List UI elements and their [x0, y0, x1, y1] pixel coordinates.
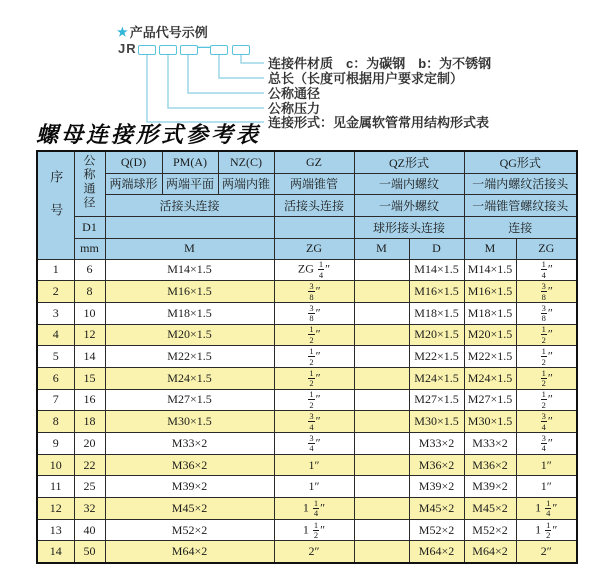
code-box-nominal-diameter — [180, 45, 198, 55]
cell-qz-d: M52×2 — [409, 519, 464, 541]
cell-qz-d: M64×2 — [409, 541, 464, 563]
code-box-total-length — [210, 45, 228, 55]
cell-dn: 22 — [74, 454, 105, 476]
header-dn: 公称通径 — [74, 151, 105, 216]
cell-gz: 1 $\frac{1}{2}$ ″ — [274, 519, 354, 541]
header-col-qg: QG形式 — [464, 151, 577, 173]
table-row — [37, 498, 577, 520]
header-conn-qz: 一端外螺纹 — [354, 194, 464, 216]
cell-qg-m: M33×2 — [464, 433, 516, 455]
cell-qg-m: M14×1.5 — [464, 259, 516, 281]
cell-m: M22×1.5 — [105, 346, 274, 368]
table-row — [37, 302, 577, 324]
cell-qz-m — [354, 433, 409, 455]
cell-m: M36×2 — [105, 454, 274, 476]
cell-dn: 32 — [74, 498, 105, 520]
star-icon: ★ — [117, 24, 128, 39]
cell-qz-d: M30×1.5 — [409, 411, 464, 433]
cell-gz: $\frac{3}{8}$ ″ — [274, 302, 354, 324]
cell-qg-m: M22×1.5 — [464, 346, 516, 368]
cell-qg-m: M27×1.5 — [464, 389, 516, 411]
cell-qz-m — [354, 389, 409, 411]
header-desc-gz: 两端锥管 — [274, 173, 354, 194]
cell-seq: 9 — [37, 433, 74, 455]
table-row — [37, 476, 577, 498]
cell-qg-m: M64×2 — [464, 541, 516, 563]
cell-m: M14×1.5 — [105, 259, 274, 281]
diagram-heading — [117, 22, 208, 41]
cell-seq: 1 — [37, 259, 74, 281]
cell-qz-d: M36×2 — [409, 454, 464, 476]
cell-dn: 12 — [74, 324, 105, 346]
cell-dn: 25 — [74, 476, 105, 498]
cell-qz-m — [354, 346, 409, 368]
cell-dn: 8 — [74, 281, 105, 303]
cell-qg-zg: $\frac{1}{4}$ ″ — [516, 259, 577, 281]
cell-seq: 14 — [37, 541, 74, 563]
header-desc-pma: 两端平面 — [162, 173, 218, 194]
table-row — [37, 433, 577, 455]
cell-qg-m: M20×1.5 — [464, 324, 516, 346]
callout-nominal-pressure: 公称压力 — [268, 101, 321, 116]
cell-qz-d: M16×1.5 — [409, 281, 464, 303]
table-row — [37, 367, 577, 389]
cell-qz-m — [354, 367, 409, 389]
cell-qg-zg: $\frac{3}{4}$ ″ — [516, 411, 577, 433]
cell-qz-m — [354, 411, 409, 433]
header-blank-gz — [274, 216, 354, 238]
cell-qz-m — [354, 476, 409, 498]
cell-m: M18×1.5 — [105, 302, 274, 324]
header-col-pma: PM(A) — [162, 151, 218, 173]
cell-qg-zg: 2″ — [516, 541, 577, 563]
table-row — [37, 541, 577, 563]
cell-qg-zg: 1 $\frac{1}{2}$ ″ — [516, 519, 577, 541]
cell-qz-m — [354, 519, 409, 541]
reference-table — [36, 150, 578, 564]
header-col-gz: GZ — [274, 151, 354, 173]
cell-seq: 13 — [37, 519, 74, 541]
cell-qz-d: M14×1.5 — [409, 259, 464, 281]
table-row — [37, 281, 577, 303]
cell-qz-m — [354, 259, 409, 281]
header-blank-left — [105, 216, 274, 238]
cell-m: M33×2 — [105, 433, 274, 455]
header-seq: 序号 — [37, 151, 74, 259]
cell-dn: 14 — [74, 346, 105, 368]
header-desc-qg: 一端内螺纹活接头 — [464, 173, 577, 194]
header-unit-qz-m: M — [354, 238, 409, 259]
table-row — [37, 259, 577, 281]
cell-qz-d: M18×1.5 — [409, 302, 464, 324]
cell-seq: 4 — [37, 324, 74, 346]
code-dash: — — [197, 39, 210, 54]
cell-m: M45×2 — [105, 498, 274, 520]
cell-gz: $\frac{3}{8}$ ″ — [274, 281, 354, 303]
cell-qg-zg: 1″ — [516, 454, 577, 476]
cell-dn: 50 — [74, 541, 105, 563]
cell-qg-zg: $\frac{3}{4}$ ″ — [516, 433, 577, 455]
cell-gz: $\frac{1}{2}$ ″ — [274, 389, 354, 411]
cell-qg-m: M39×2 — [464, 476, 516, 498]
cell-qg-m: M24×1.5 — [464, 367, 516, 389]
code-box-material — [232, 45, 250, 55]
cell-qg-m: M30×1.5 — [464, 411, 516, 433]
cell-qg-zg: $\frac{1}{2}$ ″ — [516, 346, 577, 368]
cell-qz-m — [354, 324, 409, 346]
cell-gz: $\frac{3}{4}$ ″ — [274, 433, 354, 455]
header-unit-qg-zg: ZG — [516, 238, 577, 259]
cell-m: M64×2 — [105, 541, 274, 563]
table-row — [37, 519, 577, 541]
header-col-qz: QZ形式 — [354, 151, 464, 173]
cell-dn: 20 — [74, 433, 105, 455]
cell-qg-zg: 1 $\frac{1}{4}$ ″ — [516, 498, 577, 520]
callout-nominal-diameter: 公称通径 — [268, 86, 321, 101]
cell-seq: 8 — [37, 411, 74, 433]
code-prefix: JR — [118, 41, 137, 56]
callout-connection-form: 连接形式：见金属软管常用结构形式表 — [268, 115, 490, 130]
header-col-nzc: NZ(C) — [218, 151, 274, 173]
table-row — [37, 346, 577, 368]
cell-m: M16×1.5 — [105, 281, 274, 303]
cell-qz-d: M22×1.5 — [409, 346, 464, 368]
cell-m: M20×1.5 — [105, 324, 274, 346]
cell-seq: 3 — [37, 302, 74, 324]
header-unit-qg-m: M — [464, 238, 516, 259]
cell-qg-m: M52×2 — [464, 519, 516, 541]
header-desc-qz: 一端内螺纹 — [354, 173, 464, 194]
cell-dn: 6 — [74, 259, 105, 281]
cell-qz-d: M33×2 — [409, 433, 464, 455]
page-title: 螺母连接形式参考表 — [36, 122, 262, 147]
cell-qz-d: M24×1.5 — [409, 367, 464, 389]
cell-qg-zg: $\frac{1}{2}$ ″ — [516, 324, 577, 346]
cell-gz: 1 $\frac{1}{4}$ ″ — [274, 498, 354, 520]
cell-dn: 16 — [74, 389, 105, 411]
header-col-qd: Q(D) — [105, 151, 162, 173]
header-unit-zg: ZG — [274, 238, 354, 259]
cell-qz-m — [354, 498, 409, 520]
cell-dn: 15 — [74, 367, 105, 389]
cell-seq: 6 — [37, 367, 74, 389]
cell-gz: $\frac{1}{2}$ ″ — [274, 367, 354, 389]
cell-qg-zg: $\frac{1}{2}$ ″ — [516, 367, 577, 389]
cell-seq: 7 — [37, 389, 74, 411]
table-row — [37, 454, 577, 476]
callout-material: 连接件材质 c：为碳钢 b：为不锈钢 — [268, 56, 492, 71]
cell-m: M27×1.5 — [105, 389, 274, 411]
header-conn-union: 活接头连接 — [105, 194, 274, 216]
cell-gz: $\frac{3}{4}$ ″ — [274, 411, 354, 433]
header-d1: D1 — [74, 216, 105, 238]
cell-m: M52×2 — [105, 519, 274, 541]
cell-qg-m: M36×2 — [464, 454, 516, 476]
table-row — [37, 389, 577, 411]
header-unit-m: M — [105, 238, 274, 259]
table-row — [37, 411, 577, 433]
cell-qg-zg: 1″ — [516, 476, 577, 498]
header-unit-qz-d: D — [409, 238, 464, 259]
cell-qz-d: M20×1.5 — [409, 324, 464, 346]
cell-gz: $\frac{1}{2}$ ″ — [274, 346, 354, 368]
cell-seq: 5 — [37, 346, 74, 368]
cell-qg-m: M45×2 — [464, 498, 516, 520]
cell-qg-m: M16×1.5 — [464, 281, 516, 303]
header-desc-qd: 两端球形 — [105, 173, 162, 194]
code-box-connection-form — [138, 45, 156, 55]
cell-qz-m — [354, 302, 409, 324]
cell-gz: 2″ — [274, 541, 354, 563]
cell-seq: 12 — [37, 498, 74, 520]
cell-qz-m — [354, 281, 409, 303]
table-row — [37, 324, 577, 346]
header-join-qg: 连接 — [464, 216, 577, 238]
cell-gz: 1″ — [274, 476, 354, 498]
cell-dn: 40 — [74, 519, 105, 541]
header-desc-nzc: 两端内锥 — [218, 173, 274, 194]
cell-qz-m — [354, 541, 409, 563]
cell-qg-m: M18×1.5 — [464, 302, 516, 324]
cell-dn: 10 — [74, 302, 105, 324]
header-join-qz: 球形接头连接 — [354, 216, 464, 238]
header-conn-gz: 活接头连接 — [274, 194, 354, 216]
cell-m: M24×1.5 — [105, 367, 274, 389]
cell-seq: 2 — [37, 281, 74, 303]
cell-qz-d: M45×2 — [409, 498, 464, 520]
cell-qg-zg: $\frac{1}{2}$ ″ — [516, 389, 577, 411]
cell-qz-d: M27×1.5 — [409, 389, 464, 411]
code-box-nominal-pressure — [159, 45, 177, 55]
diagram-heading-label: 产品代号示例 — [129, 25, 208, 40]
cell-seq: 11 — [37, 476, 74, 498]
cell-m: M39×2 — [105, 476, 274, 498]
cell-dn: 18 — [74, 411, 105, 433]
table-body — [37, 259, 577, 563]
cell-gz: 1″ — [274, 454, 354, 476]
cell-qg-zg: $\frac{3}{8}$ ″ — [516, 281, 577, 303]
cell-seq: 10 — [37, 454, 74, 476]
cell-m: M30×1.5 — [105, 411, 274, 433]
cell-qz-d: M39×2 — [409, 476, 464, 498]
cell-gz: ZG $\frac{1}{4}$ ″ — [274, 259, 354, 281]
header-unit-mm: mm — [74, 238, 105, 259]
cell-qz-m — [354, 454, 409, 476]
callout-total-length: 总长（长度可根据用户要求定制） — [268, 71, 464, 86]
cell-gz: $\frac{1}{2}$ ″ — [274, 324, 354, 346]
header-conn-qg: 一端锥管螺纹接头 — [464, 194, 577, 216]
cell-qg-zg: $\frac{3}{8}$ ″ — [516, 302, 577, 324]
